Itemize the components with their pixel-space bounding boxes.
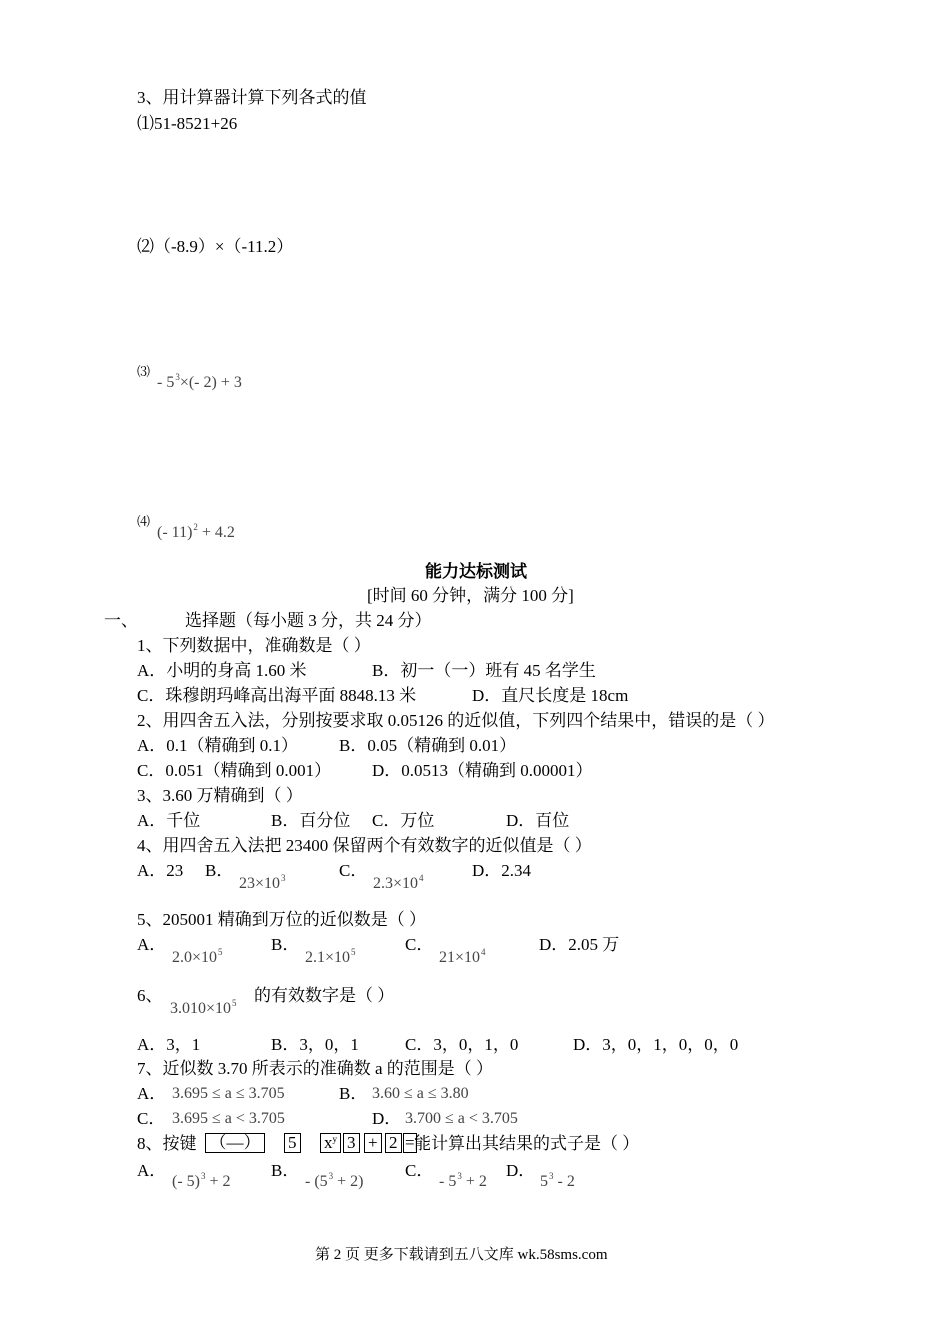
q7-option-c-label: C． bbox=[137, 1109, 166, 1128]
q8-stem-end: 能计算出其结果的式子是（ ） bbox=[414, 1134, 640, 1153]
q7-option-a-math: 3.695 ≤ a ≤ 3.705 bbox=[172, 1085, 285, 1102]
q1-option-c: C．珠穆朗玛峰高出海平面 8848.13 米 bbox=[137, 686, 417, 705]
q2-option-a: A．0.1（精确到 0.1） bbox=[137, 736, 299, 755]
q5-option-a-math: $2.0\times 10^5$ bbox=[172, 947, 223, 966]
q8-option-a-label: A． bbox=[137, 1161, 167, 1180]
calc-q3-number: ⑶ bbox=[137, 364, 151, 379]
q6-option-b: B．3，0，1 bbox=[271, 1035, 359, 1054]
calc-q1: ⑴51-8521+26 bbox=[137, 114, 238, 133]
q3-option-c: C．万位 bbox=[372, 811, 435, 830]
q8-option-d-math: $5^3 - 2$ bbox=[540, 1171, 575, 1190]
q5-option-c-math: $21\times 10^4$ bbox=[439, 947, 486, 966]
section-number: 一、 bbox=[104, 611, 138, 630]
q7-option-d-label: D． bbox=[372, 1109, 402, 1128]
q8-key-5: 5 bbox=[284, 1133, 301, 1153]
q1-option-b: B．初一（一）班有 45 名学生 bbox=[372, 661, 596, 680]
q8-key-2: 2 bbox=[385, 1133, 402, 1153]
q5-option-b-label: B． bbox=[271, 935, 300, 954]
q8-option-d-label: D． bbox=[506, 1161, 536, 1180]
q2-option-c: C．0.051（精确到 0.001） bbox=[137, 761, 332, 780]
q7-option-b-label: B． bbox=[339, 1084, 368, 1103]
page-footer: 第 2 页 更多下载请到五八文库 wk.58sms.com bbox=[315, 1247, 608, 1263]
q3-option-d: D．百位 bbox=[506, 811, 570, 830]
q7-option-c-math: 3.695 ≤ a < 3.705 bbox=[172, 1110, 285, 1127]
q8-key-plus: + bbox=[364, 1133, 382, 1153]
q4-option-c-label: C． bbox=[339, 861, 368, 880]
q8-option-a-math: (- 5)$^3$ + 2 bbox=[172, 1171, 231, 1190]
calc-q3-expression: - $5^3\times(-$ 2) + 3 bbox=[157, 372, 242, 391]
q7-stem: 7、近似数 3.70 所表示的准确数 a 的范围是（ ） bbox=[137, 1059, 494, 1078]
q5-option-b-math: $2.1\times 10^5$ bbox=[305, 947, 356, 966]
q8-key-power: $x^y$ bbox=[320, 1133, 341, 1153]
test-title: 能力达标测试 bbox=[425, 562, 527, 581]
q6-stem: 的有效数字是（ ） bbox=[254, 986, 395, 1005]
q5-option-d: D．2.05 万 bbox=[539, 935, 620, 954]
q4-option-c-math: $2.3\times 10^4$ bbox=[373, 873, 424, 892]
q6-option-d: D．3，0，1，0，0，0 bbox=[573, 1035, 739, 1054]
test-subtitle: [时间 60 分钟，满分 100 分] bbox=[367, 586, 574, 605]
q8-option-b-math: - $(5^3 + 2)$ bbox=[305, 1171, 364, 1190]
q8-stem-start: 8、按键 bbox=[137, 1134, 197, 1153]
q2-option-b: B．0.05（精确到 0.01） bbox=[339, 736, 517, 755]
q4-stem: 4、用四舍五入法把 23400 保留两个有效数字的近似值是（ ） bbox=[137, 836, 592, 855]
q4-option-b-label: B． bbox=[205, 861, 234, 880]
q6-math: $3.010\times 10^5$ bbox=[170, 998, 237, 1017]
q7-option-b-math: 3.60 ≤ a ≤ 3.80 bbox=[372, 1085, 469, 1102]
q2-stem: 2、用四舍五入法，分别按要求取 0.05126 的近似值，下列四个结果中，错误的是（ ） bbox=[137, 711, 775, 730]
q5-stem: 5、205001 精确到万位的近似数是（ ） bbox=[137, 910, 426, 929]
q3-stem: 3、3.60 万精确到（ ） bbox=[137, 786, 303, 805]
q3-option-a: A．千位 bbox=[137, 811, 201, 830]
q6-option-c: C．3，0，1，0 bbox=[405, 1035, 519, 1054]
calc-q4-expression: (- 11)$^2$ + 4.2 bbox=[157, 522, 235, 541]
q8-option-c-label: C． bbox=[405, 1161, 434, 1180]
q4-option-b-math: $23\times 10^3$ bbox=[239, 873, 286, 892]
q8-option-b-label: B． bbox=[271, 1161, 300, 1180]
q4-option-d: D．2.34 bbox=[472, 861, 532, 880]
q2-option-d: D．0.0513（精确到 0.00001） bbox=[372, 761, 593, 780]
q8-key-negative: （—） bbox=[205, 1133, 265, 1153]
q8-key-equals: = bbox=[405, 1133, 415, 1152]
q5-option-a-label: A． bbox=[137, 935, 167, 954]
q5-option-c-label: C． bbox=[405, 935, 434, 954]
q1-option-d: D．直尺长度是 18cm bbox=[472, 686, 629, 705]
q1-option-a: A．小明的身高 1.60 米 bbox=[137, 661, 307, 680]
calc-q2: ⑵（-8.9）×（-11.2） bbox=[137, 237, 294, 256]
q1-stem: 1、下列数据中，准确数是（ ） bbox=[137, 636, 371, 655]
q7-option-a-label: A． bbox=[137, 1084, 167, 1103]
q4-option-a: A．23 bbox=[137, 861, 184, 880]
section-title: 选择题（每小题 3 分，共 24 分） bbox=[185, 611, 432, 630]
calc-title: 3、用计算器计算下列各式的值 bbox=[137, 88, 367, 107]
q6-option-a: A．3，1 bbox=[137, 1035, 201, 1054]
q8-option-c-math: - $5^3 + 2$ bbox=[439, 1171, 487, 1190]
q6-number: 6、 bbox=[137, 986, 163, 1005]
q7-option-d-math: 3.700 ≤ a < 3.705 bbox=[405, 1110, 518, 1127]
calc-q4-number: ⑷ bbox=[137, 514, 151, 529]
q3-option-b: B．百分位 bbox=[271, 811, 351, 830]
q8-key-3: 3 bbox=[343, 1133, 360, 1153]
